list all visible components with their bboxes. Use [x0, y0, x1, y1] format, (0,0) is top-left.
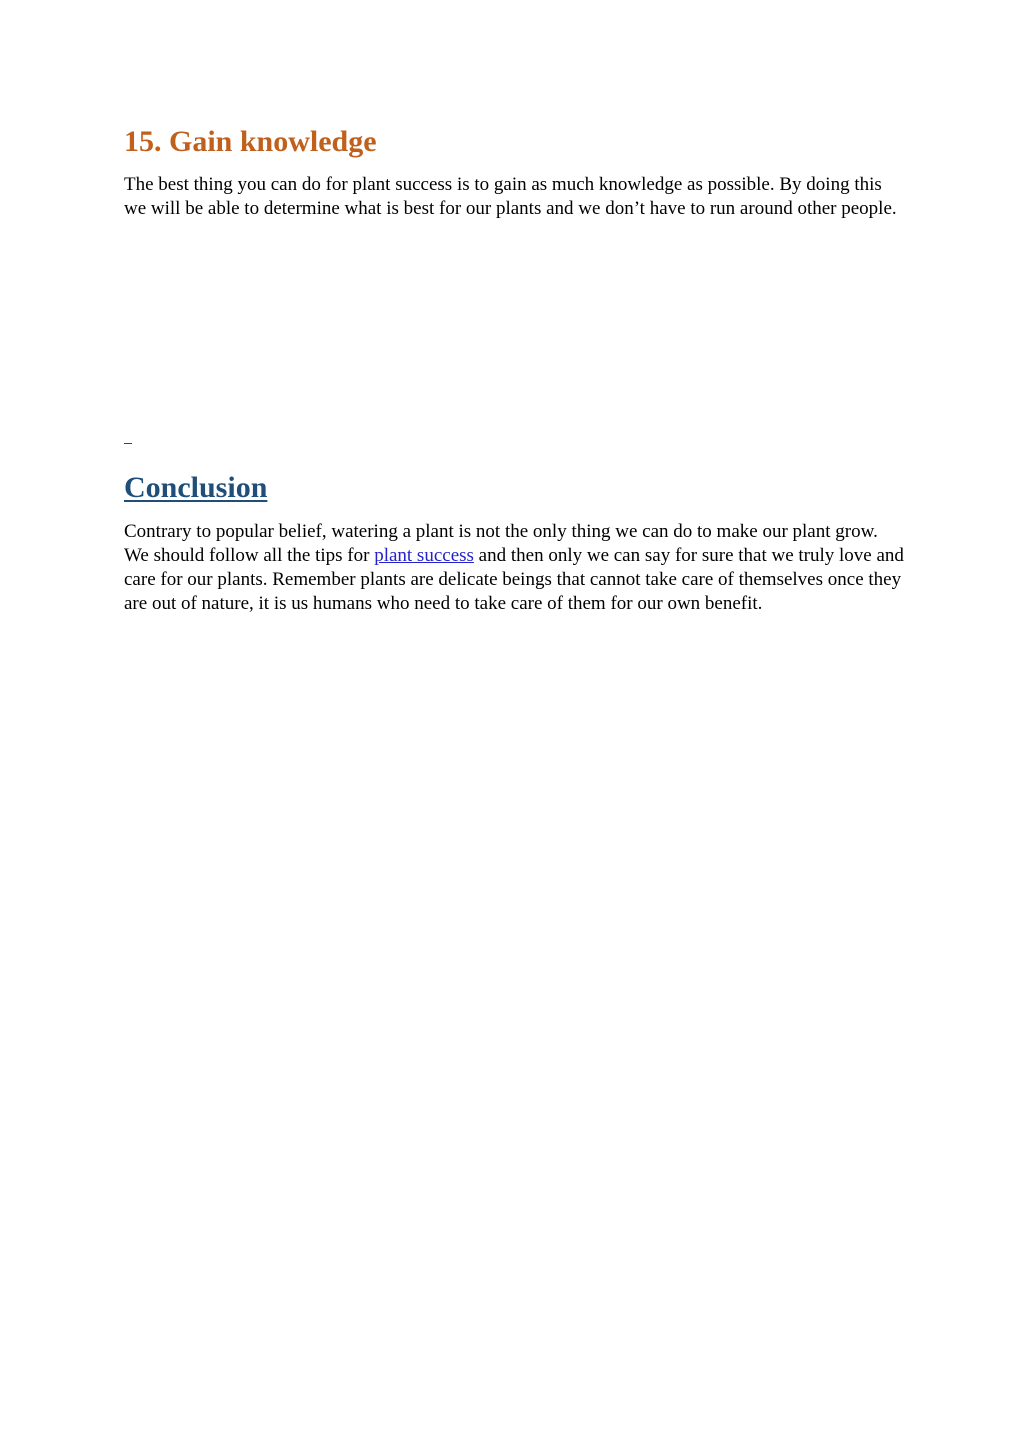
plant-success-link[interactable]: plant success — [374, 545, 474, 566]
conclusion-text-after-link: and then only we can say for sure that we truly love and care for our plants. Remember plants are delicate beings that cannot take care of themselves once they are out of nature, it is us humans who need to take care of them for our own benefit. — [124, 545, 904, 614]
underlined-blank-mark — [124, 430, 132, 444]
section-heading-gain-knowledge: 15. Gain knowledge — [124, 125, 377, 158]
section-body-conclusion — [124, 520, 904, 616]
section-body-gain-knowledge: The best thing you can do for plant success is to gain as much knowledge as possible. By doing this we will be able to determine what is best for our plants and we don’t have to run around other people. — [124, 174, 897, 219]
section-heading-conclusion[interactable]: Conclusion — [124, 471, 268, 504]
conclusion-text-before-link: Contrary to popular belief, watering a plant is not the only thing we can do to make our plant grow. We should follow all the tips for — [124, 521, 878, 566]
